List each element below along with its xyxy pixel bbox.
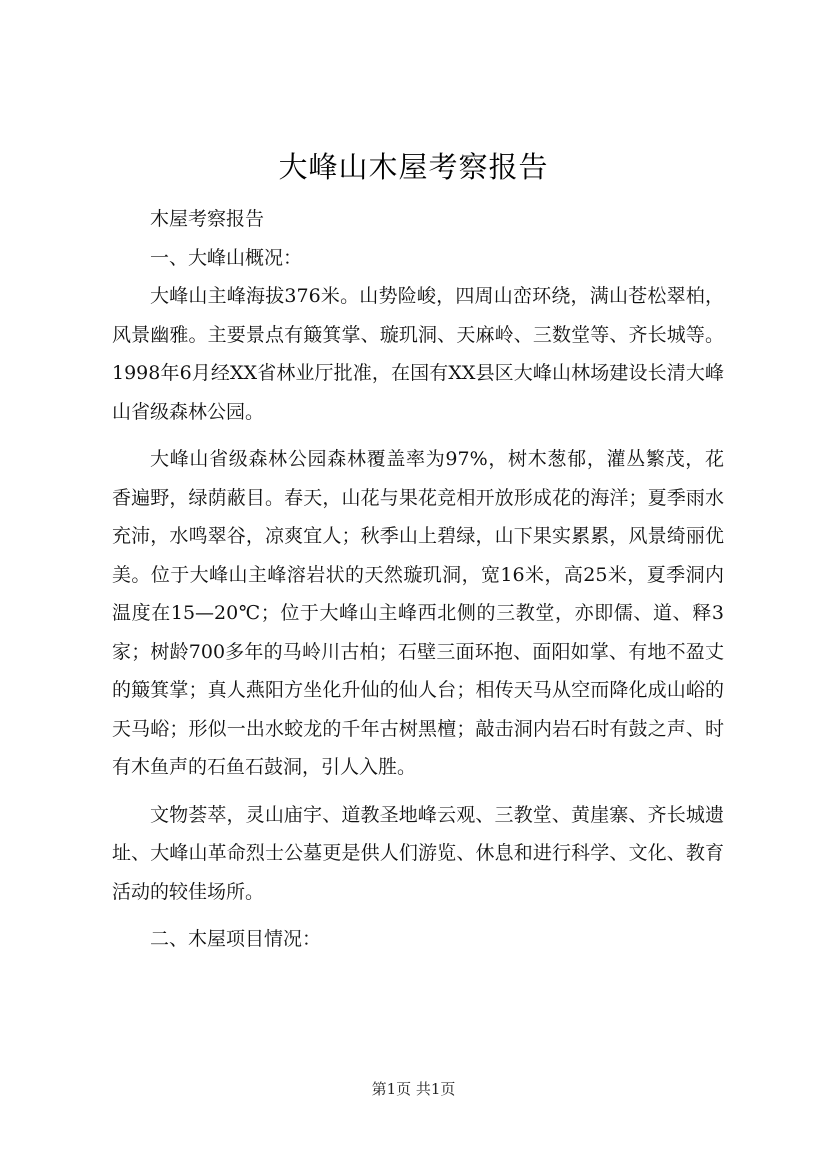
document-title: 大峰山木屋考察报告 [278,150,549,184]
document-body [112,200,724,959]
body-paragraph: 文物荟萃，灵山庙宇、道教圣地峰云观、三教堂、黄崖寨、齐长城遗址、大峰山革命烈士公墓更是供人们游览、休息和进行科学、文化、教育活动的较佳场所。 [112,803,724,903]
subtitle-paragraph: 木屋考察报告 [150,208,265,230]
page-number-footer: 第1页 共1页 [371,1080,456,1098]
section-heading-overview: 一、大峰山概况： [150,246,303,269]
section-heading-project: 二、木屋项目情况： [150,928,322,950]
body-paragraph: 大峰山主峰海拔376米。山势险峻，四周山峦环绕，满山苍松翠柏，风景幽雅。主要景点有簸箕掌、璇玑洞、天麻岭、三数堂等、齐长城等。1998年6月经XX省林业厅批准，在国有XX县区大峰山林场建设长清大峰山省级森林公园。 [112,285,724,423]
body-paragraph: 大峰山省级森林公园森林覆盖率为97%，树木葱郁，灌丛繁茂，花香遍野，绿荫蔽目。春天，山花与果花竞相开放形成花的海洋；夏季雨水充沛，水鸣翠谷，凉爽宜人；秋季山上碧绿，山下果实累累，风景绮丽优美。位于大峰山主峰溶岩状的天然璇玑洞，宽16米，高25米，夏季洞内温度在15—20℃；位于大峰山主峰西北侧的三教堂，亦即儒、道、释3家；树龄700多年的马岭川古柏；石壁三面环抱、面阳如掌、有地不盈丈的簸箕掌；真人燕阳方坐化升仙的仙人台；相传天马从空而降化成山峪的天马峪；形似一出水蛟龙的千年古树黑檀；敲击洞内岩石时有鼓之声、时有木鱼声的石鱼石鼓洞，引人入胜。 [112,448,724,778]
